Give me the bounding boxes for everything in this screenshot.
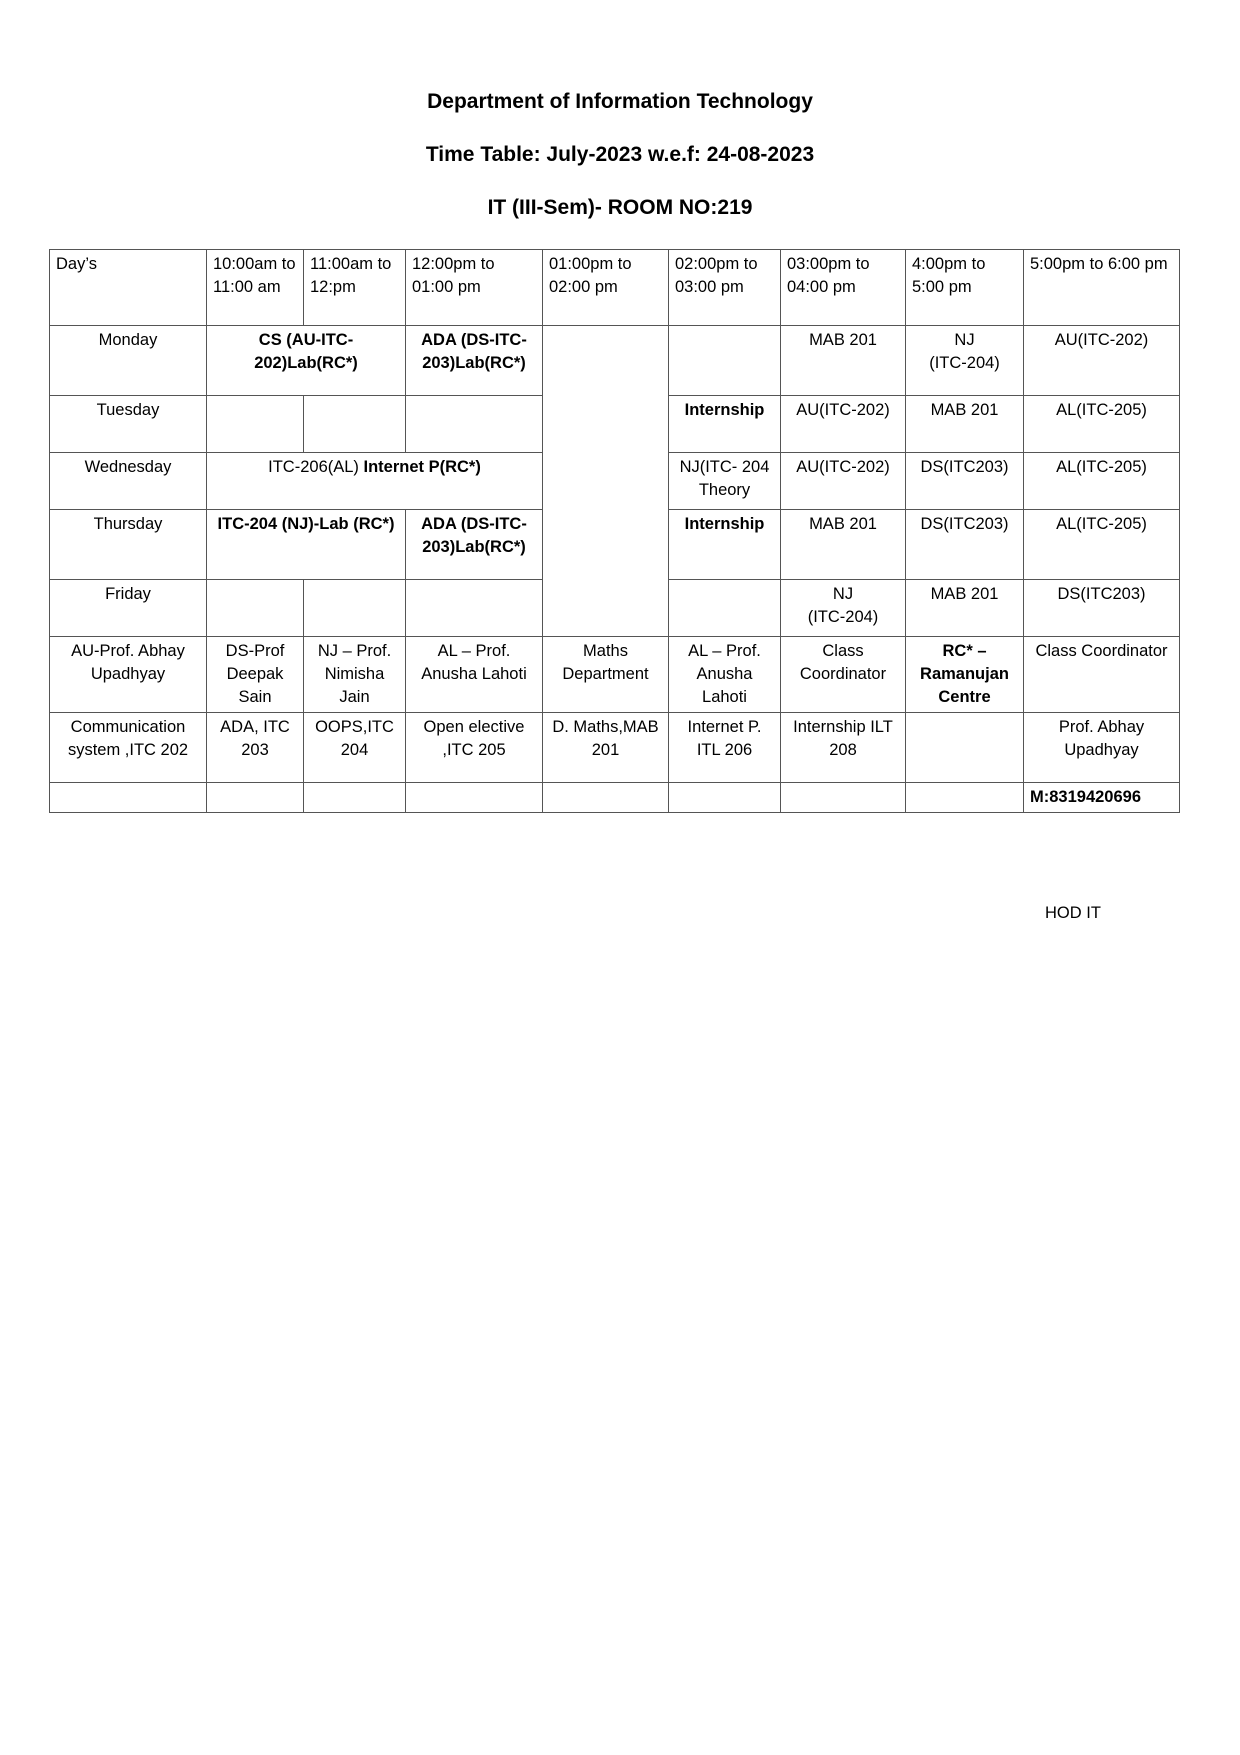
column-header-slot-7: 4:00pm to 5:00 pm: [906, 250, 1024, 326]
cell-thursday-slot-3: ADA (DS-ITC-203)Lab(RC*): [406, 510, 543, 580]
subject-cell: ADA, ITC 203: [207, 713, 304, 783]
column-header-slot-2: 11:00am to 12:pm: [304, 250, 406, 326]
cell-line: (ITC-204): [929, 354, 1000, 372]
subject-cell: Internet P. ITL 206: [669, 713, 781, 783]
faculty-cell: Class Coordinator: [1024, 637, 1180, 713]
cell-monday-slot-7: [906, 326, 1024, 396]
cell-line: NJ: [954, 331, 975, 349]
empty-cell: [304, 783, 406, 813]
cell-friday-slot-3: [406, 580, 543, 637]
cell-friday-slot-8: DS(ITC203): [1024, 580, 1180, 637]
contact-number: M:8319420696: [1024, 783, 1180, 813]
cell-wednesday-slot-7: DS(ITC203): [906, 453, 1024, 510]
faculty-cell: AL – Prof. Anusha Lahoti: [669, 637, 781, 713]
cell-wednesday-slot-1-3: [207, 453, 543, 510]
faculty-cell: Maths Department: [543, 637, 669, 713]
cell-line: (ITC-204): [807, 608, 879, 626]
cell-tuesday-slot-7: MAB 201: [906, 396, 1024, 453]
cell-thursday-slot-5: Internship: [669, 510, 781, 580]
cell-tuesday-slot-6: AU(ITC-202): [781, 396, 906, 453]
subject-cell: Prof. Abhay Upadhyay: [1024, 713, 1180, 783]
day-label: Wednesday: [50, 453, 207, 510]
faculty-cell: RC* – Ramanujan Centre: [906, 637, 1024, 713]
cell-monday-slot-5: [669, 326, 781, 396]
day-label: Friday: [50, 580, 207, 637]
cell-text-bold: Internet P(RC*): [363, 458, 481, 476]
subject-cell: D. Maths,MAB 201: [543, 713, 669, 783]
cell-tuesday-slot-1: [207, 396, 304, 453]
cell-tuesday-slot-5: Internship: [669, 396, 781, 453]
faculty-cell: Class Coordinator: [781, 637, 906, 713]
cell-friday-slot-2: [304, 580, 406, 637]
subject-cell: Communication system ,ITC 202: [50, 713, 207, 783]
hod-signatory: HOD IT: [1045, 904, 1101, 922]
department-title: Department of Information Technology: [427, 90, 813, 113]
column-header-slot-6: 03:00pm to 04:00 pm: [781, 250, 906, 326]
cell-line: NJ: [832, 585, 854, 603]
cell-thursday-slot-8: AL(ITC-205): [1024, 510, 1180, 580]
column-header-slot-3: 12:00pm to 01:00 pm: [406, 250, 543, 326]
cell-tuesday-slot-8: AL(ITC-205): [1024, 396, 1180, 453]
cell-text: ITC-206(AL): [268, 458, 364, 476]
table-row-subjects: [50, 713, 1180, 783]
cell-wednesday-slot-5: NJ(ITC- 204 Theory: [669, 453, 781, 510]
cell-friday-slot-1: [207, 580, 304, 637]
column-header-slot-4: 01:00pm to 02:00 pm: [543, 250, 669, 326]
faculty-cell: AL – Prof. Anusha Lahoti: [406, 637, 543, 713]
empty-cell: [50, 783, 207, 813]
timetable: [49, 249, 1180, 813]
subject-cell: [906, 713, 1024, 783]
cell-friday-slot-6: [781, 580, 906, 637]
cell-friday-slot-7: MAB 201: [906, 580, 1024, 637]
cell-thursday-slot-6: MAB 201: [781, 510, 906, 580]
empty-cell: [207, 783, 304, 813]
table-row-monday: [50, 326, 1180, 396]
cell-monday-slot-3: ADA (DS-ITC-203)Lab(RC*): [406, 326, 543, 396]
subject-cell: OOPS,ITC 204: [304, 713, 406, 783]
cell-thursday-slot-7: DS(ITC203): [906, 510, 1024, 580]
class-room-title: IT (III-Sem)- ROOM NO:219: [487, 196, 753, 219]
cell-friday-slot-5: [669, 580, 781, 637]
day-label: Thursday: [50, 510, 207, 580]
column-header-slot-1: 10:00am to 11:00 am: [207, 250, 304, 326]
faculty-cell: DS-Prof Deepak Sain: [207, 637, 304, 713]
cell-monday-slot-8: AU(ITC-202): [1024, 326, 1180, 396]
faculty-cell: NJ – Prof. Nimisha Jain: [304, 637, 406, 713]
subject-cell: Open elective ,ITC 205: [406, 713, 543, 783]
day-label: Tuesday: [50, 396, 207, 453]
faculty-cell: AU-Prof. Abhay Upadhyay: [50, 637, 207, 713]
column-header-slot-8: 5:00pm to 6:00 pm: [1024, 250, 1180, 326]
cell-thursday-slot-1-2: ITC-204 (NJ)-Lab (RC*): [207, 510, 406, 580]
header-row: [50, 250, 1180, 326]
cell-wednesday-slot-6: AU(ITC-202): [781, 453, 906, 510]
cell-monday-slot-1-2: CS (AU-ITC-202)Lab(RC*): [207, 326, 406, 396]
empty-cell: [781, 783, 906, 813]
column-header-days: Day’s: [50, 250, 207, 326]
column-header-slot-5: 02:00pm to 03:00 pm: [669, 250, 781, 326]
empty-cell: [906, 783, 1024, 813]
empty-cell: [406, 783, 543, 813]
empty-cell: [669, 783, 781, 813]
table-row-contact: [50, 783, 1180, 813]
timetable-title: Time Table: July-2023 w.e.f: 24-08-2023: [425, 143, 815, 166]
subject-cell: Internship ILT 208: [781, 713, 906, 783]
cell-tuesday-slot-3: [406, 396, 543, 453]
empty-cell: [543, 783, 669, 813]
table-row-faculty: [50, 637, 1180, 713]
lunch-break-cell: [543, 326, 669, 637]
cell-tuesday-slot-2: [304, 396, 406, 453]
day-label: Monday: [50, 326, 207, 396]
cell-wednesday-slot-8: AL(ITC-205): [1024, 453, 1180, 510]
cell-monday-slot-6: MAB 201: [781, 326, 906, 396]
